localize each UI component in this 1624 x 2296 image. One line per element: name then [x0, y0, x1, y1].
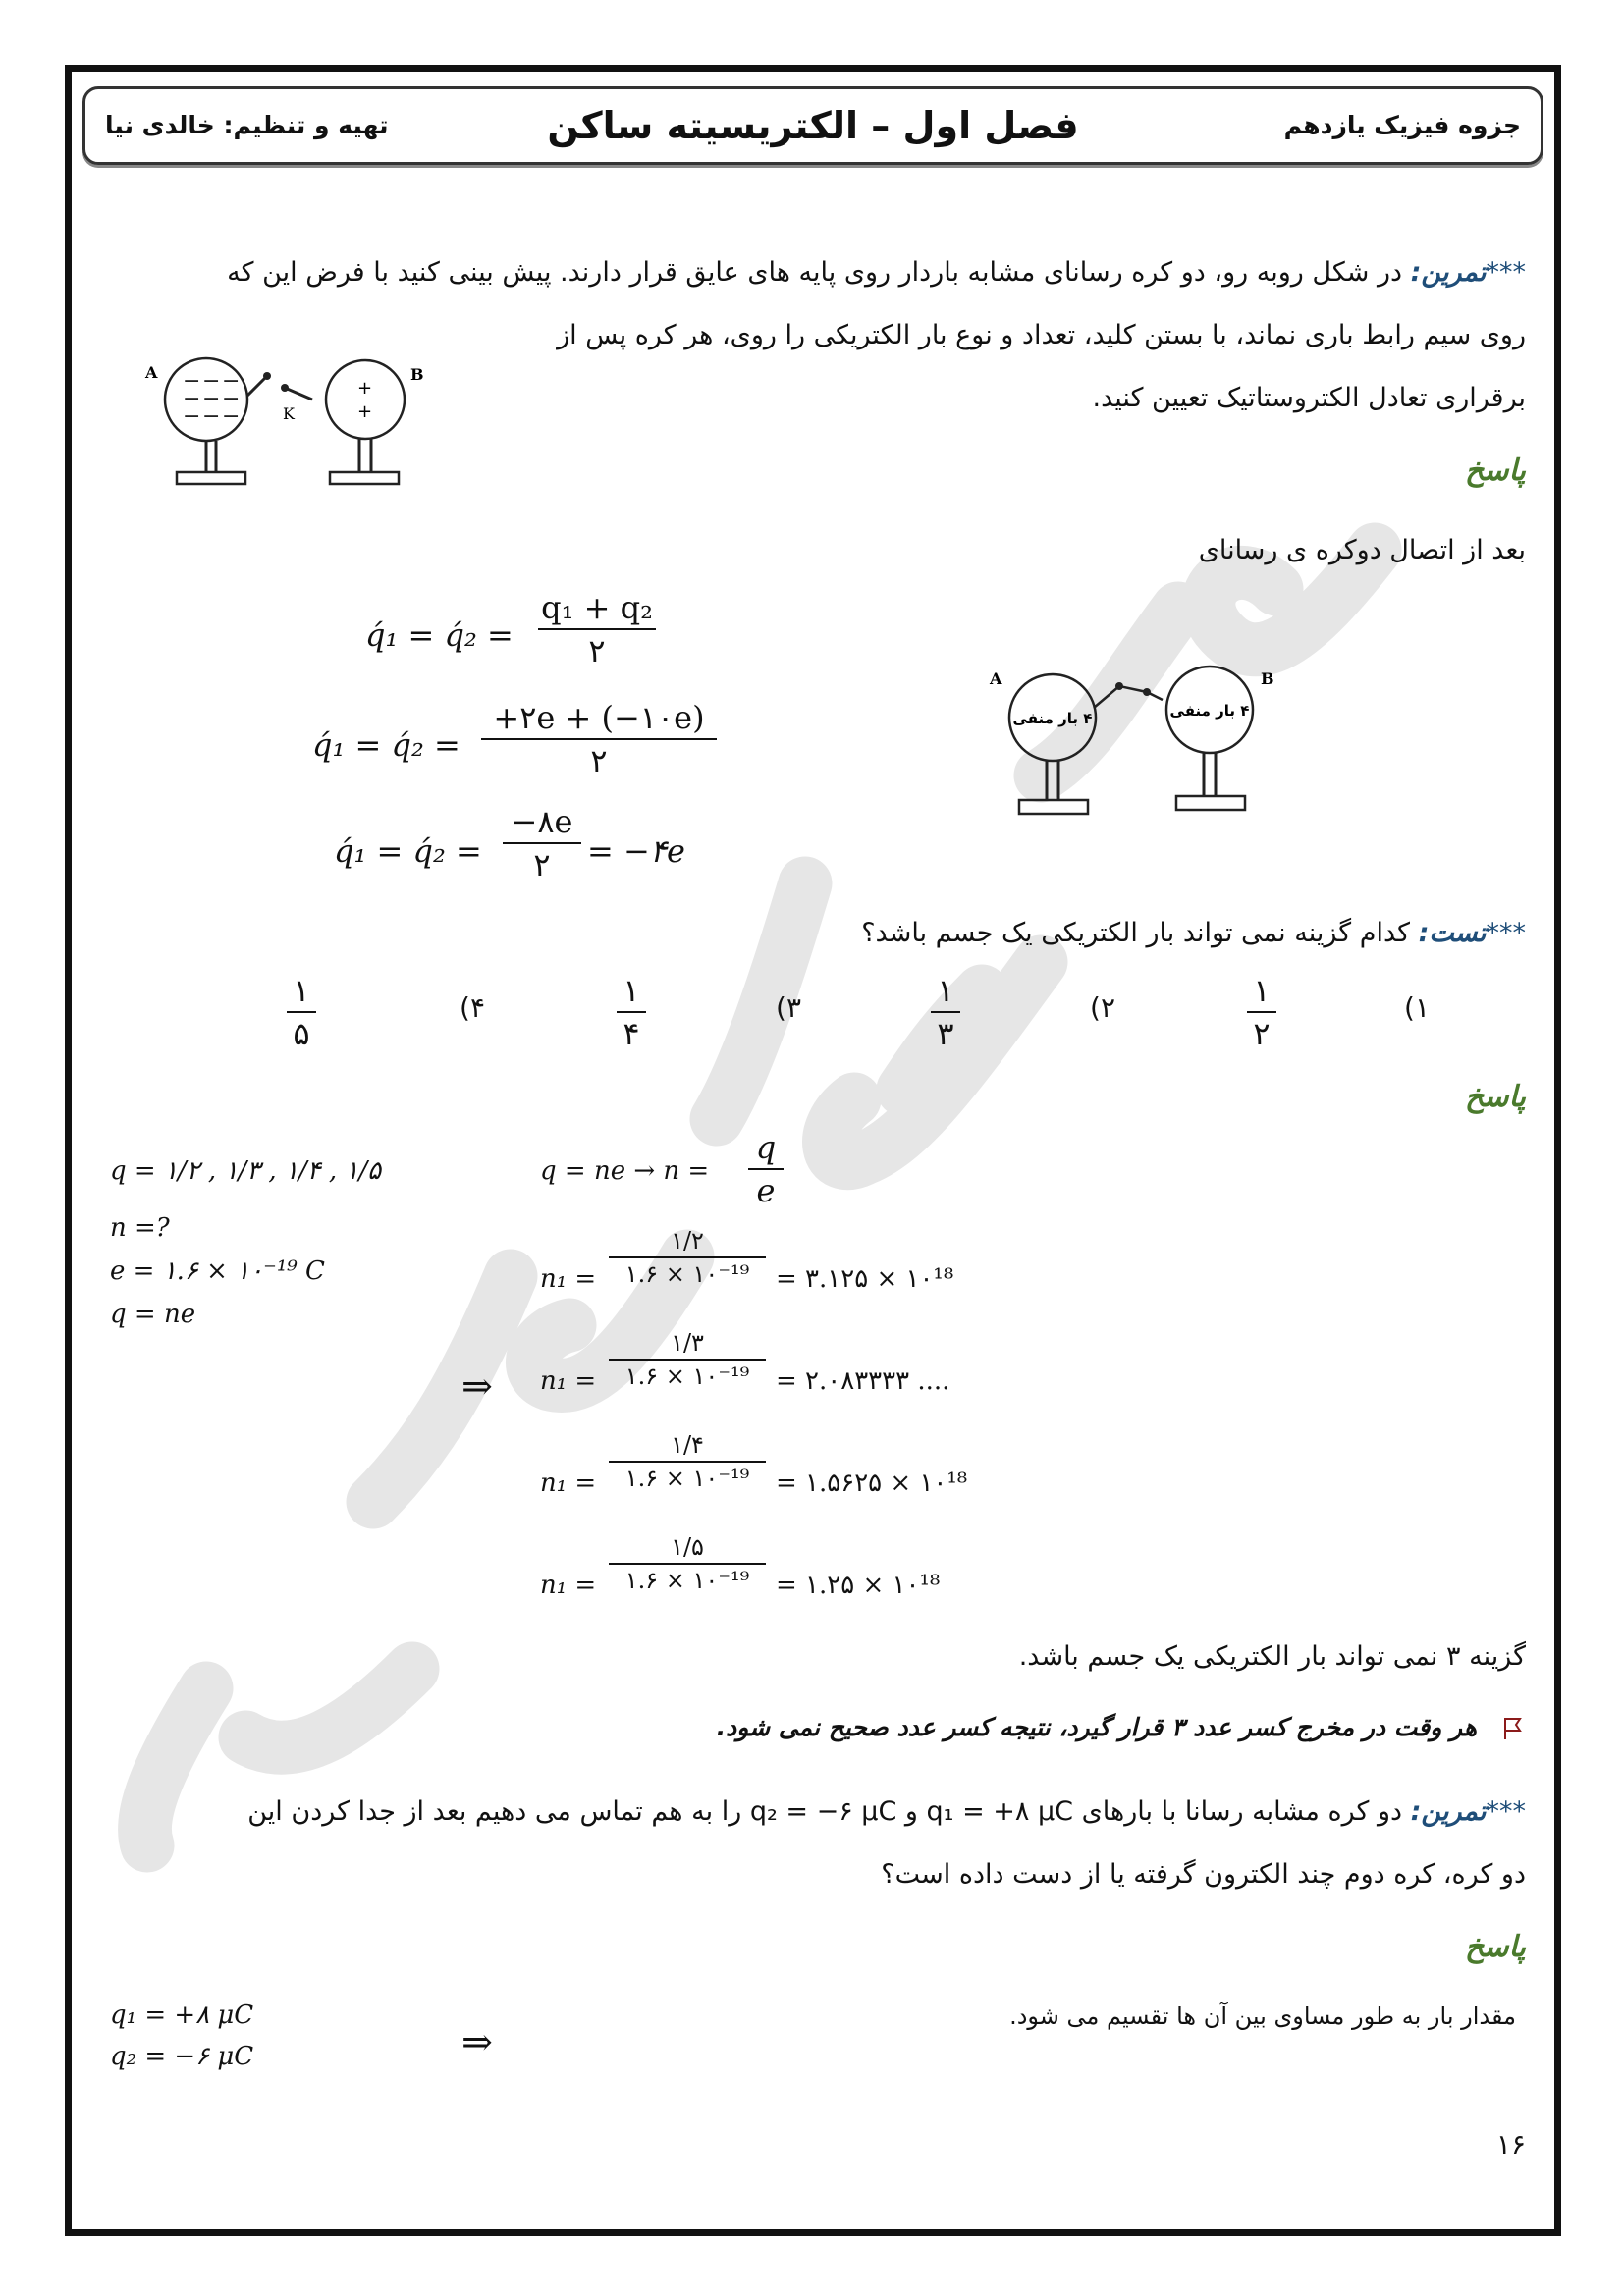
ex2-answer-label: پاسخ: [1465, 1930, 1526, 1964]
header-author: تهیه و تنظیم: خالدی نیا: [105, 111, 389, 139]
ex2-line2: دو کره، کره دوم چند الکترون گرفته یا از دست داده است؟: [881, 1859, 1526, 1890]
ex2-text-line1: دو کره مشابه رسانا با بارهای q₁ = +۸ μC و q₂ = −۶ μC را به هم تماس می دهیم بعد از جدا کردن این: [247, 1796, 1403, 1827]
eq3-lhs: q́₁ = q́₂ =: [334, 832, 482, 870]
option-3-number: ۳): [776, 991, 801, 1024]
flag-icon: [1502, 1716, 1524, 1741]
given-q: q = ۱/۲ , ۱/۳ , ۱/۴ , ۱/۵: [110, 1156, 382, 1186]
ex1-line3: برقراری تعادل الکتروستاتیک تعیین کنید.: [1092, 383, 1526, 413]
option-1-number: ۱): [1404, 991, 1430, 1024]
ex1-label: تمرین:: [1410, 257, 1487, 288]
svg-text:−: −: [202, 404, 221, 429]
ex1-figure-connected-spheres: [982, 663, 1276, 820]
formula-lhs: q = ne → n =: [540, 1156, 710, 1186]
ex1-text-line1: در شکل روبه رو، دو کره رسانای مشابه باردار روی پایه های عایق قرار دارند. پیش بینی کنید با فرض این که: [227, 257, 1403, 288]
ex2-q2: q₂ = −۶ μC: [110, 2042, 254, 2071]
given-e: e = ۱.۶ × ۱۰⁻¹⁹ C: [110, 1256, 325, 1286]
fig2-right-charge: ۴ بار منفی: [1169, 702, 1250, 720]
ex1-line2: روی سیم رابط باری نماند، با بستن کلید، تعداد و نوع بار الکتریکی را روی، هر کره پس از: [557, 320, 1526, 350]
option-4-number: ۴): [460, 991, 485, 1024]
fig1-label-b: B: [410, 365, 424, 384]
given-qne: q = ne: [110, 1300, 196, 1329]
svg-text:−: −: [202, 387, 221, 411]
page-number: ۱۶: [1495, 2128, 1526, 2161]
eq1-den: ۲: [588, 632, 606, 669]
formula-fraction: q e: [748, 1129, 784, 1209]
svg-text:−: −: [202, 369, 221, 394]
test-question: کدام گزینه نمی تواند بار الکتریکی یک جسم باشد؟: [861, 918, 1410, 948]
implies-arrow-1: ⇒: [461, 1364, 493, 1408]
ex1-answer-label: پاسخ: [1465, 454, 1526, 488]
eq3-fraction: [503, 803, 581, 883]
eq3-den: ۲: [533, 846, 551, 883]
option-3-fraction: ۱ ۴: [617, 972, 646, 1052]
ex2-explain: مقدار بار به طور مساوی بین آن ها تقسیم می شود.: [1009, 2002, 1516, 2030]
eq3-rhs: = −۴e: [587, 832, 685, 870]
svg-text:−: −: [222, 369, 241, 394]
option-1-fraction: ۱ ۲: [1247, 972, 1276, 1052]
eq3-num: −۸e: [511, 803, 573, 840]
eq2-fraction: [481, 699, 717, 779]
svg-text:−: −: [183, 369, 201, 394]
test-conclusion: گزینه ۳ نمی تواند بار الکتریکی یک جسم باشد.: [1018, 1641, 1526, 1672]
ex2-line1: [247, 1796, 1526, 1827]
ex1-stars: ***: [1486, 257, 1526, 288]
fig2-label-a: A: [990, 669, 1002, 688]
eq2-den: ۲: [590, 742, 608, 779]
given-n: n =?: [110, 1213, 170, 1243]
header-course: جزوه فیزیک یازدهم: [1283, 111, 1521, 139]
implies-arrow-2: ⇒: [461, 2020, 493, 2063]
option-2-number: ۲): [1090, 991, 1115, 1024]
fig2-left-charge: ۴ بار منفی: [1012, 710, 1093, 727]
svg-text:−: −: [222, 404, 241, 429]
svg-text:+: +: [357, 378, 373, 399]
ex2-label: تمرین:: [1410, 1796, 1487, 1827]
page-header: [82, 86, 1543, 165]
fig1-label-k: K: [283, 404, 295, 423]
svg-text:−: −: [183, 387, 201, 411]
fig1-label-a: A: [145, 363, 158, 382]
header-chapter-title: فصل اول – الکتریسیته ساکن: [547, 104, 1079, 147]
ex1-after-text: بعد از اتصال دوکره ی رسانای: [1198, 535, 1526, 565]
fig2-label-b: B: [1261, 669, 1274, 688]
eq2-lhs: q́₁ = q́₂ =: [312, 726, 460, 764]
ex2-q1: q₁ = +۸ μC: [110, 2001, 254, 2030]
ex1-line1: [227, 257, 1526, 288]
eq2-num: +۲e + (−۱۰e): [493, 699, 705, 736]
eq1-lhs: q́₁ = q́₂ =: [365, 616, 514, 654]
test-question-line: [861, 918, 1526, 948]
svg-text:−: −: [222, 387, 241, 411]
ex1-figure-spheres-switch: [137, 348, 432, 496]
eq1-fraction: [538, 589, 656, 669]
option-2-fraction: ۱ ۳: [931, 972, 960, 1052]
svg-text:−: −: [183, 404, 201, 429]
test-answer-label: پاسخ: [1465, 1080, 1526, 1114]
test-note: هر وقت در مخرج کسر عدد ۳ قرار گیرد، نتیجه کسر عدد صحیح نمی شود.: [716, 1713, 1477, 1741]
test-stars: ***: [1486, 918, 1526, 948]
option-4-fraction: ۱ ۵: [287, 972, 316, 1052]
ex2-stars: ***: [1486, 1796, 1526, 1827]
svg-text:+: +: [357, 401, 373, 422]
eq1-num: q₁ + q₂: [541, 589, 653, 626]
test-label: تست:: [1418, 918, 1487, 948]
